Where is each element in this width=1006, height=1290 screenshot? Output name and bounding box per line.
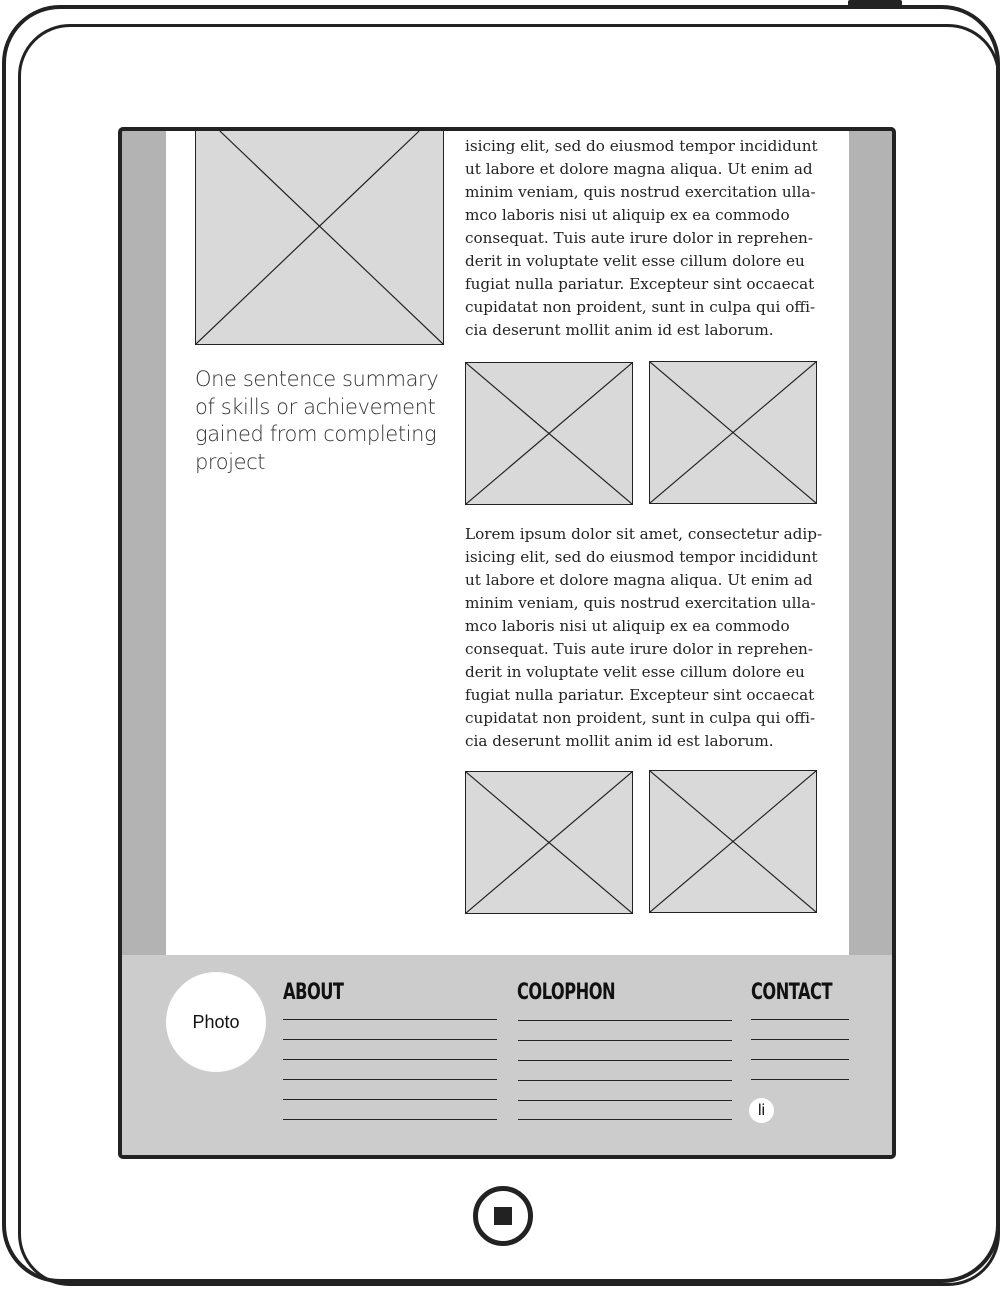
image-placeholder-3: [465, 771, 633, 914]
body-paragraph-2: Lorem ipsum dolor sit amet, consectetur adipisicing elit, sed do eiusmod tempor incididunt ut labore et dolore magna aliqua. Ut enim ad minim veniam, quis nostrud exercitation ullamco laboris nisi ut aliquip ex ea commodo consequat. Tuis aute irure dolor in reprehenderit in voluptate velit esse cillum dolore eu fugiat nulla pariatur. Excepteur sint occaecat cupidatat non proident, sunt in culpa qui officia deserunt mollit anim id est laborum.: [465, 525, 823, 750]
image-placeholder-1: [465, 362, 633, 505]
colophon-line[interactable]: [518, 1040, 732, 1041]
image-placeholder-4: [649, 770, 817, 913]
home-button-square: [494, 1207, 512, 1225]
page-footer: [122, 955, 892, 1159]
colophon-line[interactable]: [518, 1080, 732, 1081]
hero-image-placeholder: [195, 131, 444, 345]
colophon-heading[interactable]: COLOPHON: [517, 980, 616, 1005]
photo-label: Photo: [192, 1011, 240, 1032]
about-heading[interactable]: ABOUT: [283, 980, 344, 1005]
colophon-line[interactable]: [518, 1020, 732, 1021]
colophon-line[interactable]: [518, 1060, 732, 1061]
image-placeholder-2: [649, 361, 817, 504]
home-button-icon[interactable]: [473, 1186, 533, 1246]
contact-line[interactable]: [751, 1039, 849, 1040]
colophon-line[interactable]: [518, 1100, 732, 1101]
contact-line[interactable]: [751, 1019, 849, 1020]
about-line[interactable]: [283, 1099, 497, 1100]
about-line[interactable]: [283, 1059, 497, 1060]
project-content: [166, 131, 849, 955]
contact-heading[interactable]: CONTACT: [751, 980, 833, 1005]
linkedin-label: li: [757, 1101, 766, 1119]
linkedin-icon[interactable]: [749, 1098, 774, 1123]
contact-line[interactable]: [751, 1079, 849, 1080]
contact-line[interactable]: [751, 1059, 849, 1060]
body-paragraph-1: isicing elit, sed do eiusmod tempor incididunt ut labore et dolore magna aliqua. Ut enim ad minim veniam, quis nostrud exercitation ullamco laboris nisi ut aliquip ex ea commodo consequat. Tuis aute irure dolor in reprehenderit in voluptate velit esse cillum dolore eu fugiat nulla pariatur. Excepteur sint occaecat cupidatat non proident, sunt in culpa qui officia deserunt mollit anim id est laborum.: [465, 137, 818, 339]
about-line[interactable]: [283, 1039, 497, 1040]
about-line[interactable]: [283, 1119, 497, 1120]
project-summary: One sentence summary of skills or achievement gained from completing project: [195, 367, 439, 474]
about-line[interactable]: [283, 1019, 497, 1020]
profile-photo-placeholder: [166, 972, 266, 1072]
colophon-line[interactable]: [518, 1119, 732, 1120]
power-button[interactable]: [848, 0, 902, 6]
tablet-screen: [118, 127, 896, 1159]
about-line[interactable]: [283, 1079, 497, 1080]
